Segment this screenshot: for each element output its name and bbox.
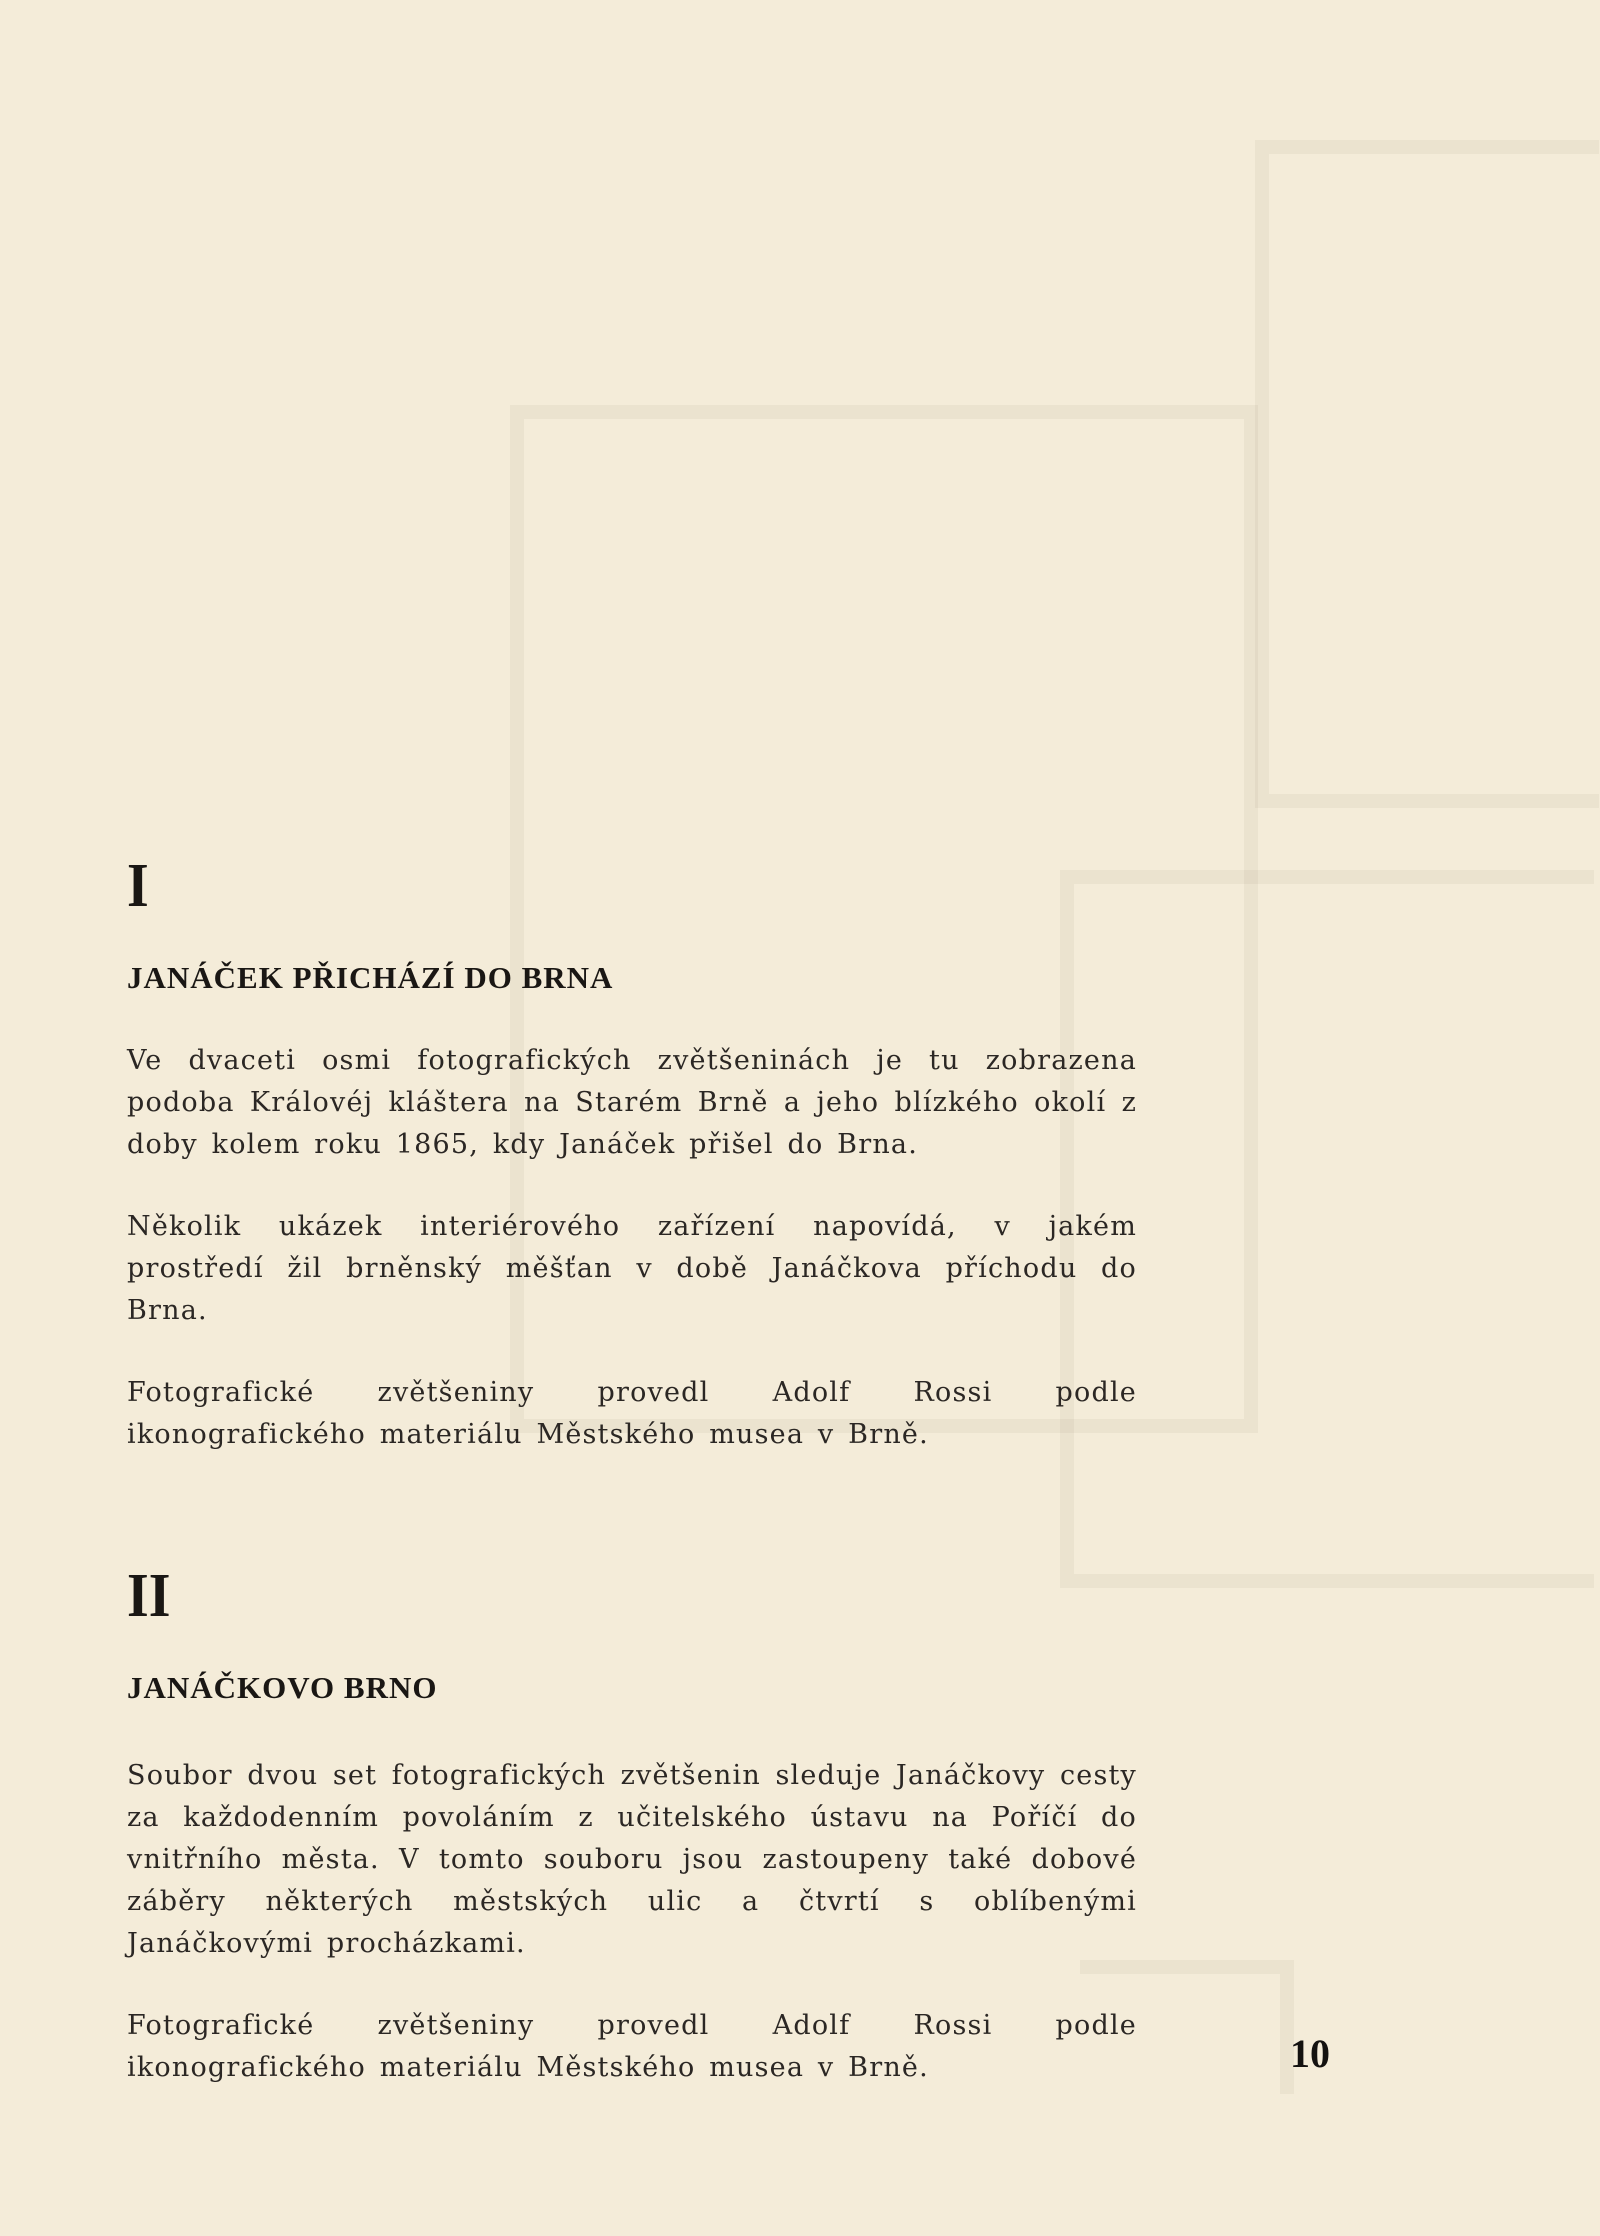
section-1-paragraph-3: Fotografické zvětšeniny provedl Adolf Rossi podle ikonografického materiálu Městského musea v Brně. [127,1377,1137,1450]
show-through-frame [1255,140,1599,808]
show-through-frame [1060,870,1594,1588]
page-number: 10 [1290,2031,1330,2076]
section-2-heading: JANÁČKOVO BRNO [127,1670,438,1705]
section-2-paragraph-1: Soubor dvou set fotografických zvětšenin sleduje Janáčkovy cesty za každodenním povoláním z učitelského ústavu na Poříčí do vnitřního města. V tomto souboru jsou zastoupeny také dobové záběry některých městských ulic a čtvrtí s oblíbenými Janáčkovými procházkami. [127,1760,1137,1959]
section-1-numeral: I [127,852,149,920]
section-2-numeral: II [127,1562,171,1630]
section-1-paragraph-1: Ve dvaceti osmi fotografických zvětšeninách je tu zobrazena podoba Královéj kláštera na Starém Brně a jeho blízkého okolí z doby kolem roku 1865, kdy Janáček přišel do Brna. [127,1045,1137,1160]
section-1-paragraph-2: Několik ukázek interiérového zařízení napovídá, v jakém prostředí žil brněnský měšťan v době Janáčkova příchodu do Brna. [127,1211,1137,1326]
section-2-paragraph-2: Fotografické zvětšeniny provedl Adolf Rossi podle ikonografického materiálu Městského musea v Brně. [127,2010,1137,2083]
section-1-heading: JANÁČEK PŘICHÁZÍ DO BRNA [127,960,614,995]
